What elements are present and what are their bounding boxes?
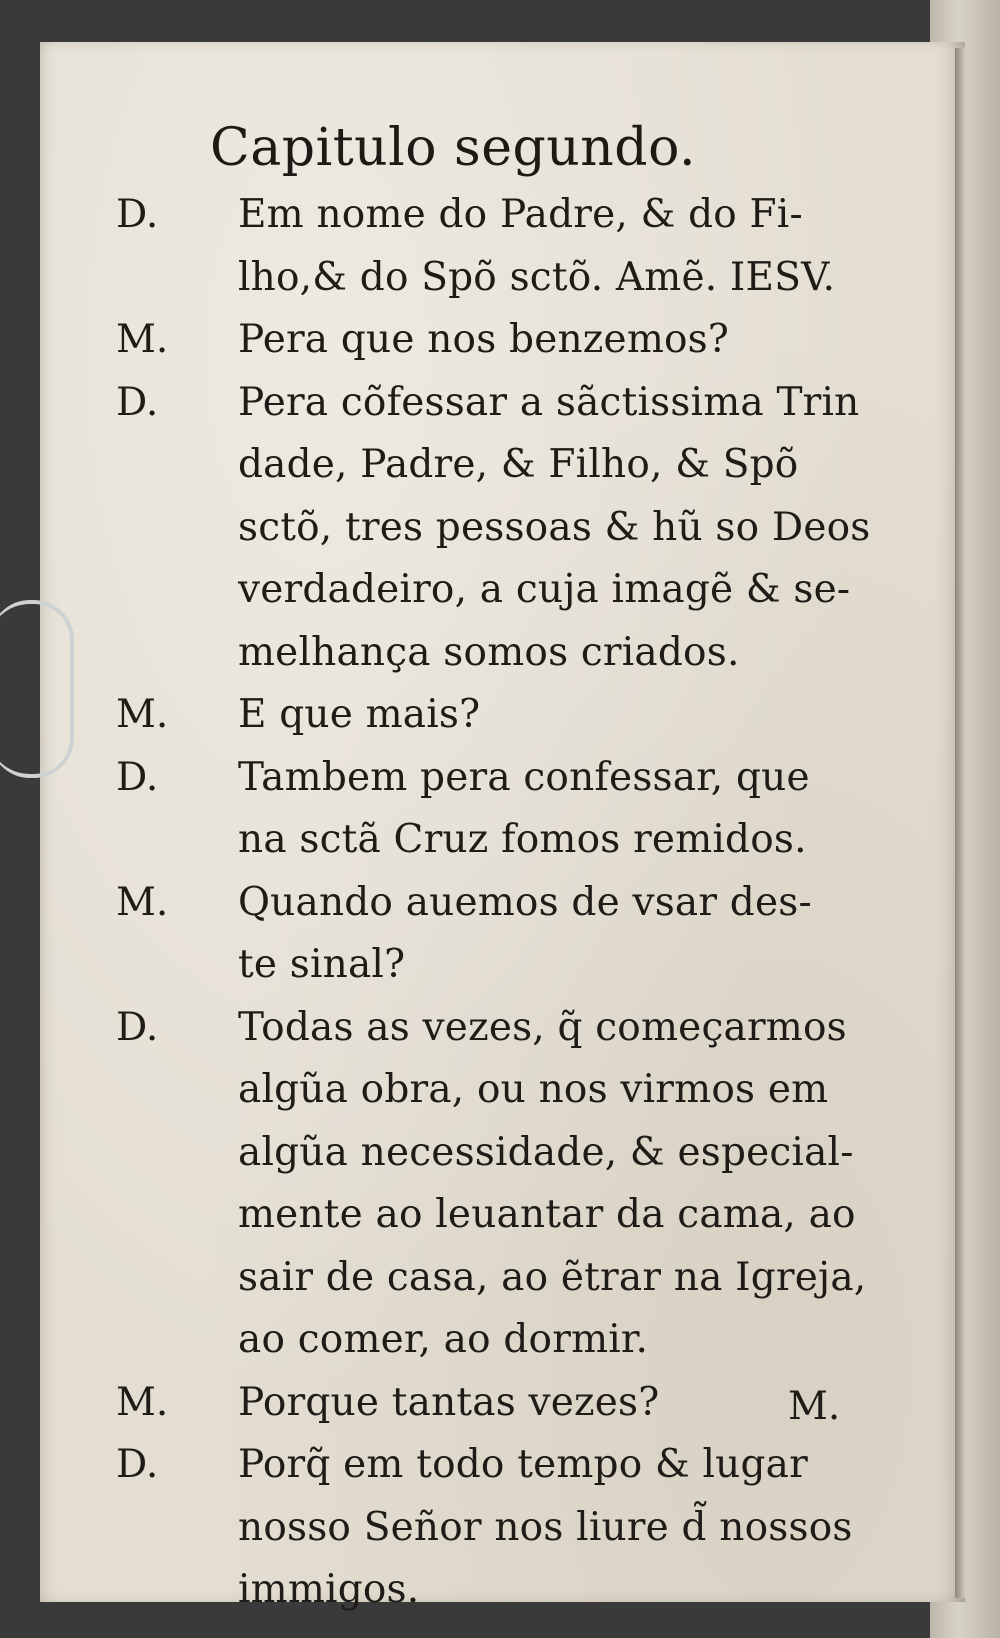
- text-line: Em nome do Padre, & do Fi-: [238, 192, 803, 237]
- speaker-label: M.: [116, 317, 169, 362]
- text-line: algũa necessidade, & especial-: [238, 1129, 854, 1175]
- text-line: Tambem pera confessar, que: [238, 754, 810, 800]
- speaker-label: M.: [116, 1379, 169, 1425]
- text-line: immigos.: [238, 1567, 420, 1612]
- catchword: M.: [788, 1384, 841, 1429]
- text-line: Pera cõfessar a sãctissima Trin: [238, 379, 860, 425]
- speaker-label: M.: [116, 692, 169, 737]
- text-line: melhança somos criados.: [238, 629, 740, 675]
- text-line: sair de casa, ao ẽtrar na Igreja,: [238, 1254, 867, 1300]
- speaker-label: D.: [116, 379, 159, 425]
- chapter-heading: Capitulo segundo.: [210, 118, 696, 178]
- text-line: verdadeiro, a cuja imagẽ & se-: [238, 567, 851, 612]
- text-line: Porque tantas vezes?: [238, 1379, 660, 1425]
- speaker-label: M.: [116, 879, 169, 925]
- text-line: te sinal?: [238, 942, 406, 987]
- speaker-label: D.: [116, 192, 159, 237]
- text-line: sctõ, tres pessoas & hũ so Deos: [238, 504, 871, 550]
- text-line: mente ao leuantar da cama, ao: [238, 1192, 856, 1237]
- page-gutter-edge: [955, 48, 965, 1598]
- text-line: E que mais?: [238, 692, 481, 737]
- text-line: dade, Padre, & Filho, & Spõ: [238, 442, 799, 487]
- speaker-label: D.: [116, 754, 159, 800]
- text-line: Pera que nos benzemos?: [238, 317, 730, 362]
- speaker-label: D.: [116, 1004, 159, 1050]
- speaker-label: D.: [116, 1442, 159, 1487]
- text-line: lho,& do Spõ sctõ. Amẽ. IESV.: [238, 254, 836, 300]
- text-line: algũa obra, ou nos virmos em: [238, 1067, 829, 1112]
- text-line: na sctã Cruz fomos remidos.: [238, 817, 807, 862]
- bookmark-ribbon: [0, 600, 74, 778]
- text-line: Todas as vezes, q̃ começarmos: [238, 1004, 847, 1050]
- text-line: ao comer, ao dormir.: [238, 1317, 649, 1362]
- text-line: nosso Señor nos liure d̃ nossos: [238, 1504, 853, 1550]
- text-line: Quando auemos de vsar des-: [238, 879, 812, 925]
- text-line: Porq̃ em todo tempo & lugar: [238, 1442, 808, 1487]
